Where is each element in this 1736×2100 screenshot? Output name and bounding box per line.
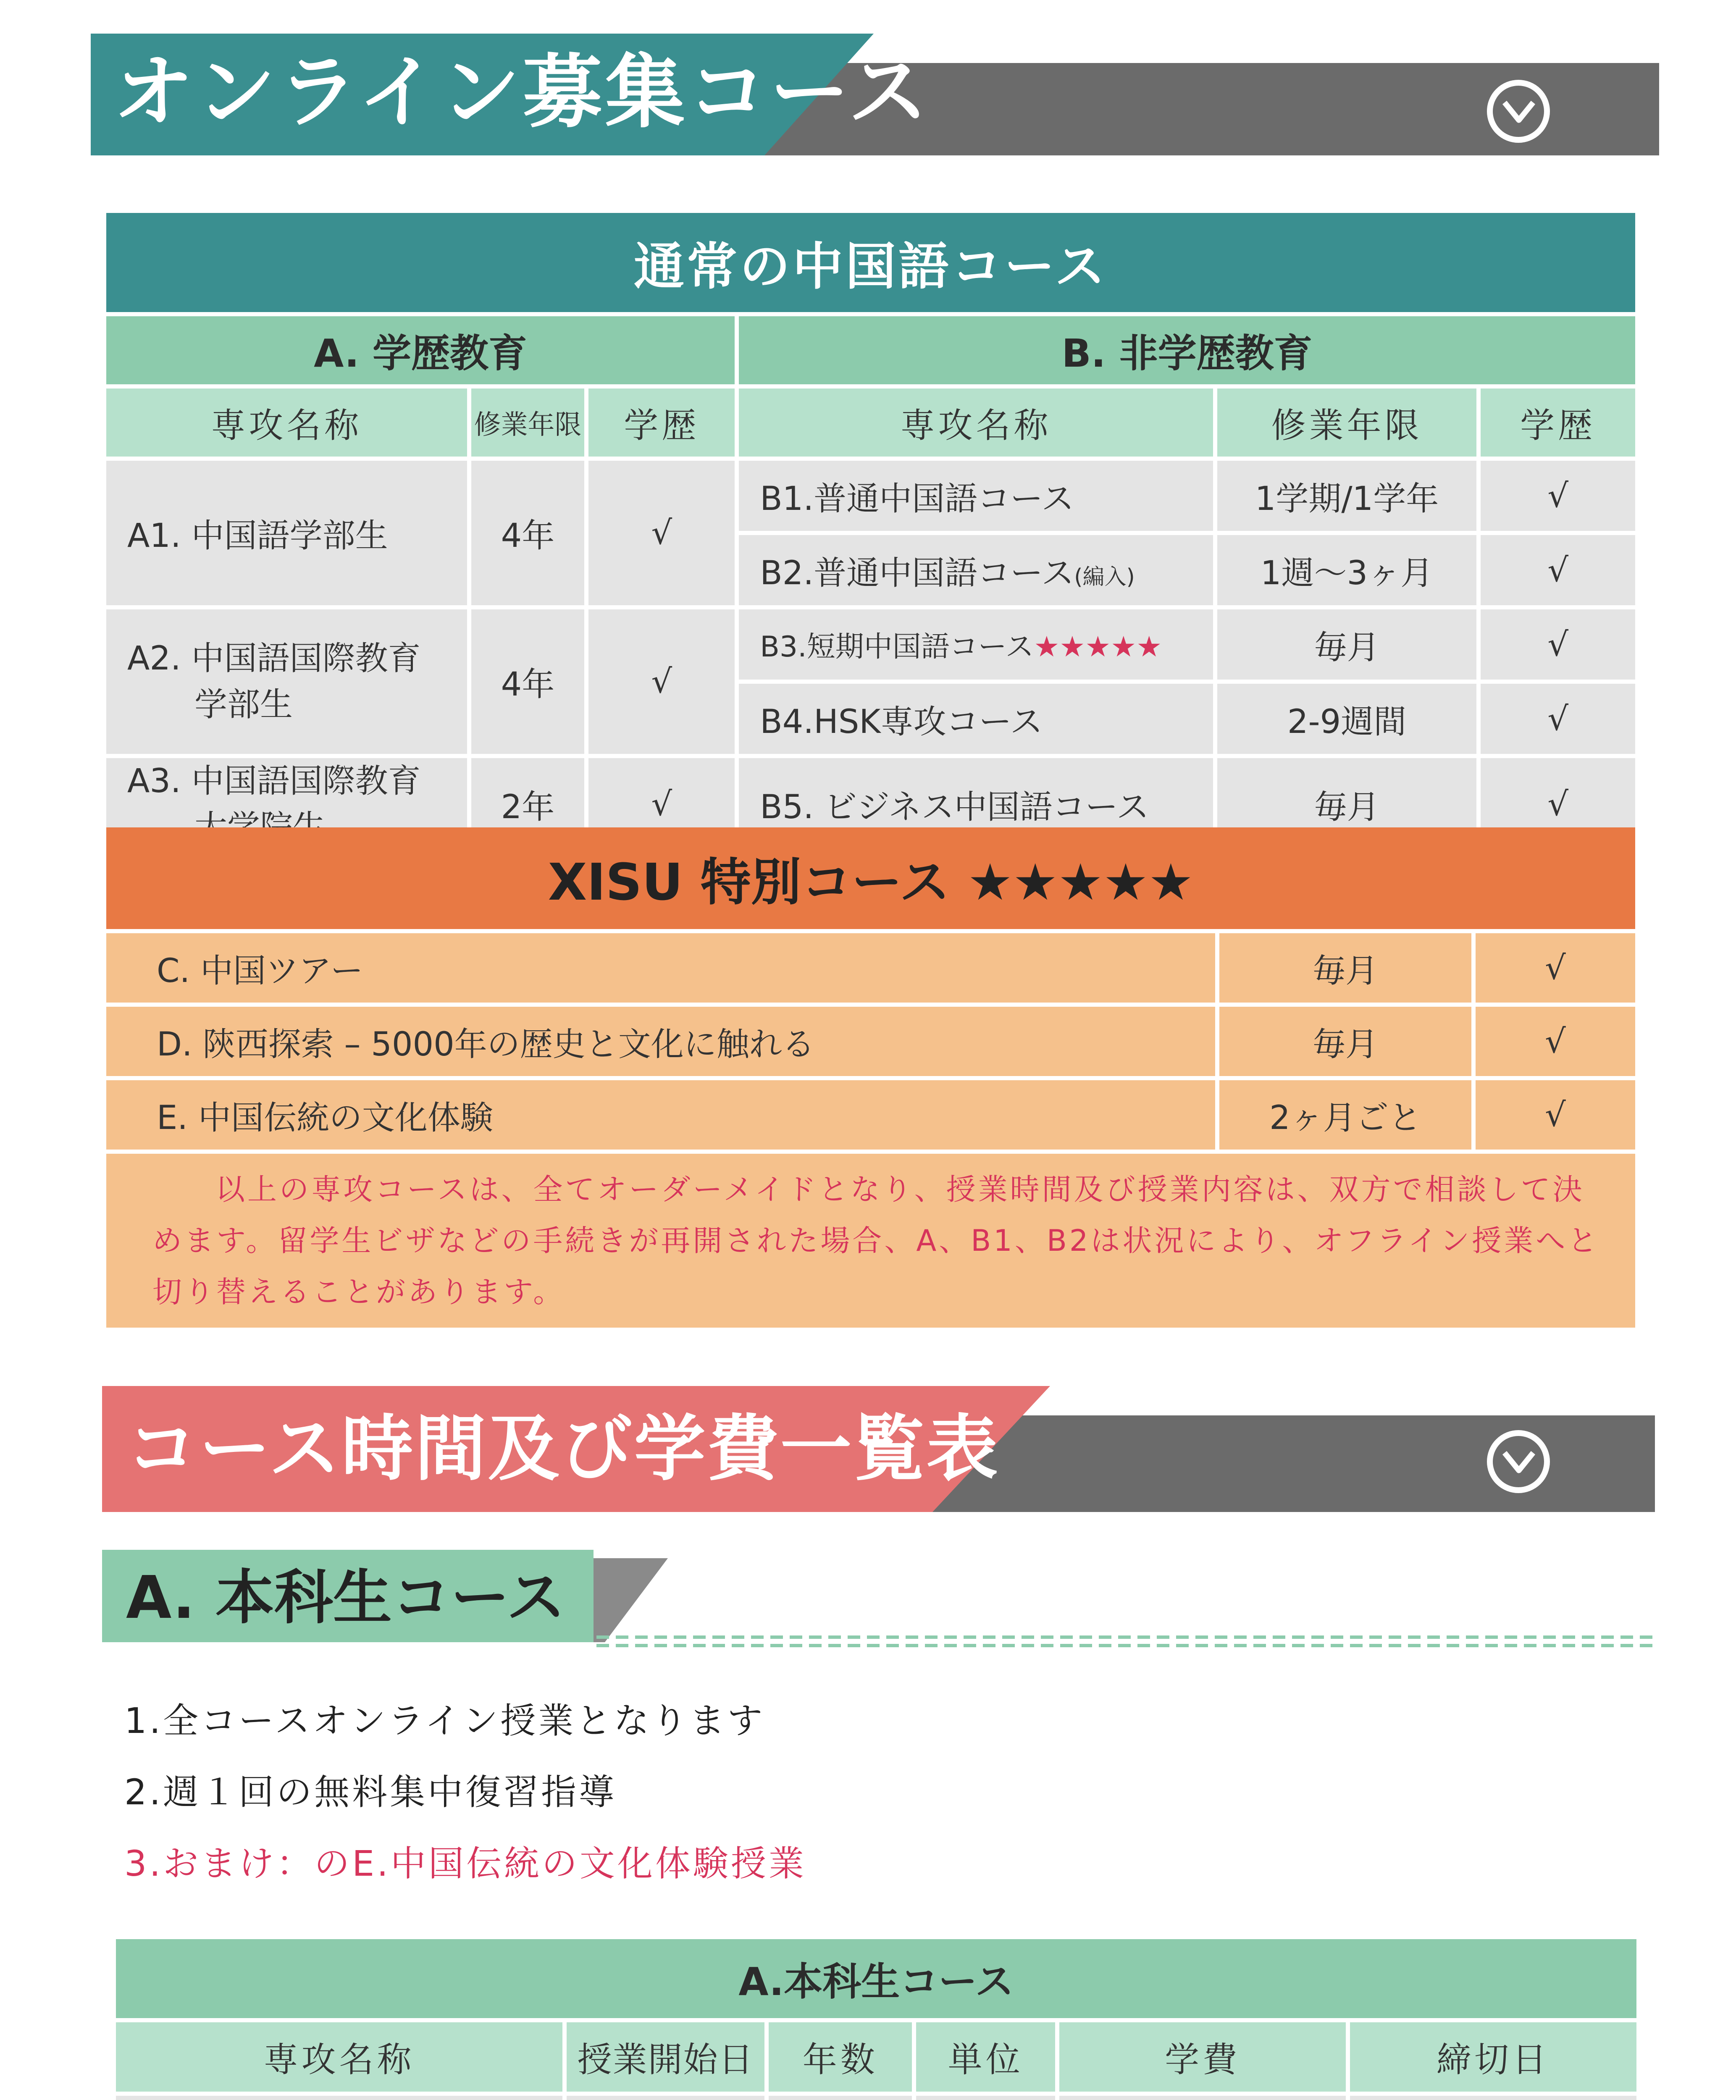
fee-row-deadline xyxy=(1350,2096,1636,2100)
course-b2-period: 1週〜3ヶ月 xyxy=(1217,535,1477,605)
section2-title: コース時間及び学費一覧表 xyxy=(126,1407,1000,1491)
group-a-col-degree: 学歴 xyxy=(588,388,735,457)
group-b-col-name: 専攻名称 xyxy=(739,388,1213,457)
course-b1-period: 1学期/1学年 xyxy=(1217,461,1477,531)
fee-table-title: A.本科生コース xyxy=(116,1939,1636,2018)
fee-row-credits xyxy=(916,2096,1055,2100)
special-d-name: D. 陝西探索 – 5000年の歴史と文化に触れる xyxy=(106,1007,1215,1076)
special-title: XISU 特別コース ★★★★★ xyxy=(106,827,1635,929)
special-c-degree: √ xyxy=(1476,933,1635,1003)
group-a-col-name: 専攻名称 xyxy=(106,388,467,457)
course-b5-degree: √ xyxy=(1481,758,1635,850)
special-c-period: 毎月 xyxy=(1219,933,1471,1003)
feature-item-1: 1.全コースオンライン授業となります xyxy=(124,1700,765,1741)
course-a3-name-line1: A3. 中国語国際教育 xyxy=(127,762,421,800)
course-a2-degree: √ xyxy=(588,609,735,754)
fee-table xyxy=(112,1935,1641,2100)
group-a-col-period: 修業年限 xyxy=(471,388,585,457)
fee-header-name: 専攻名称 xyxy=(116,2022,562,2092)
course-b1-name: B1.普通中国語コース xyxy=(739,461,1213,531)
section1-banner xyxy=(0,0,1736,160)
feature-item-3: 3.おまけ：のE.中国伝統の文化体験授業 xyxy=(124,1843,806,1884)
course-a1-period: 4年 xyxy=(471,461,585,605)
special-e-degree: √ xyxy=(1476,1080,1635,1150)
course-a2-period: 4年 xyxy=(471,609,585,754)
special-note: 以上の専攻コースは、全てオーダーメイドとなり、授業時間及び授業内容は、双方で相談して決めます。留学生ビザなどの手続きが再開された場合、A、B1、B2は状況により、オフライン授業へと切り替えることがあります。 xyxy=(106,1154,1635,1328)
fee-header-start: 授業開始日 xyxy=(567,2022,764,2092)
course-b2-degree: √ xyxy=(1481,535,1635,605)
fee-header-deadline: 締切日 xyxy=(1350,2022,1636,2092)
course-b4-name: B4.HSK専攻コース xyxy=(739,684,1213,754)
course-b3-stars: ★★★★★ xyxy=(1034,630,1162,664)
special-d-degree: √ xyxy=(1476,1007,1635,1076)
feature-item-2: 2.週１回の無料集中復習指導 xyxy=(124,1772,617,1813)
course-b3-name-text: B3.短期中国語コース xyxy=(760,630,1034,664)
course-b5-name: B5. ビジネス中国語コース xyxy=(739,758,1213,850)
fee-header-years: 年数 xyxy=(769,2022,912,2092)
fee-row-years xyxy=(769,2096,912,2100)
special-e-period: 2ヶ月ごと xyxy=(1219,1080,1471,1150)
group-b-title: B. 非学歴教育 xyxy=(739,316,1635,384)
sub-a-header xyxy=(0,1546,1736,1655)
course-b2-suffix: (編入) xyxy=(1074,564,1135,590)
courses-table xyxy=(102,209,1639,855)
course-b2-name xyxy=(739,535,1213,605)
course-a2-name-line2: 学部生 xyxy=(194,686,293,724)
section2-banner xyxy=(0,1378,1736,1516)
course-b1-degree: √ xyxy=(1481,461,1635,531)
course-b4-degree: √ xyxy=(1481,684,1635,754)
course-a3-degree: √ xyxy=(588,758,735,850)
fee-header-credits: 単位 xyxy=(916,2022,1055,2092)
special-c-name: C. 中国ツアー xyxy=(106,933,1215,1003)
fee-header-fee: 学費 xyxy=(1059,2022,1346,2092)
chevron-down-circle-icon[interactable] xyxy=(1487,1430,1550,1493)
courses-table-title: 通常の中国語コース xyxy=(106,213,1635,312)
course-b2-name-text: B2.普通中国語コース xyxy=(760,554,1074,592)
special-d-period: 毎月 xyxy=(1219,1007,1471,1076)
section1-title: オンライン募集コース xyxy=(113,46,930,139)
special-e-name: E. 中国伝統の文化体験 xyxy=(106,1080,1215,1150)
course-b5-period: 毎月 xyxy=(1217,758,1477,850)
sub-a-title: A. 本科生コース xyxy=(126,1564,565,1632)
fee-row-fee xyxy=(1059,2096,1346,2100)
course-b3-degree: √ xyxy=(1481,609,1635,680)
course-b3-period: 毎月 xyxy=(1217,609,1477,680)
group-b-col-degree: 学歴 xyxy=(1481,388,1635,457)
course-b4-period: 2-9週間 xyxy=(1217,684,1477,754)
course-b3-name xyxy=(739,609,1213,680)
course-a2-name xyxy=(106,609,467,754)
course-a3-period: 2年 xyxy=(471,758,585,850)
group-b-col-period: 修業年限 xyxy=(1217,388,1477,457)
chevron-down-circle-icon[interactable] xyxy=(1487,80,1550,143)
course-a1-name: A1. 中国語学部生 xyxy=(106,461,467,605)
course-a1-degree: √ xyxy=(588,461,735,605)
fee-row-name xyxy=(116,2096,562,2100)
special-table xyxy=(102,823,1639,1332)
fee-row-start xyxy=(567,2096,764,2100)
course-a2-name-line1: A2. 中国語国際教育 xyxy=(127,640,421,677)
group-a-title: A. 学歴教育 xyxy=(106,316,735,384)
